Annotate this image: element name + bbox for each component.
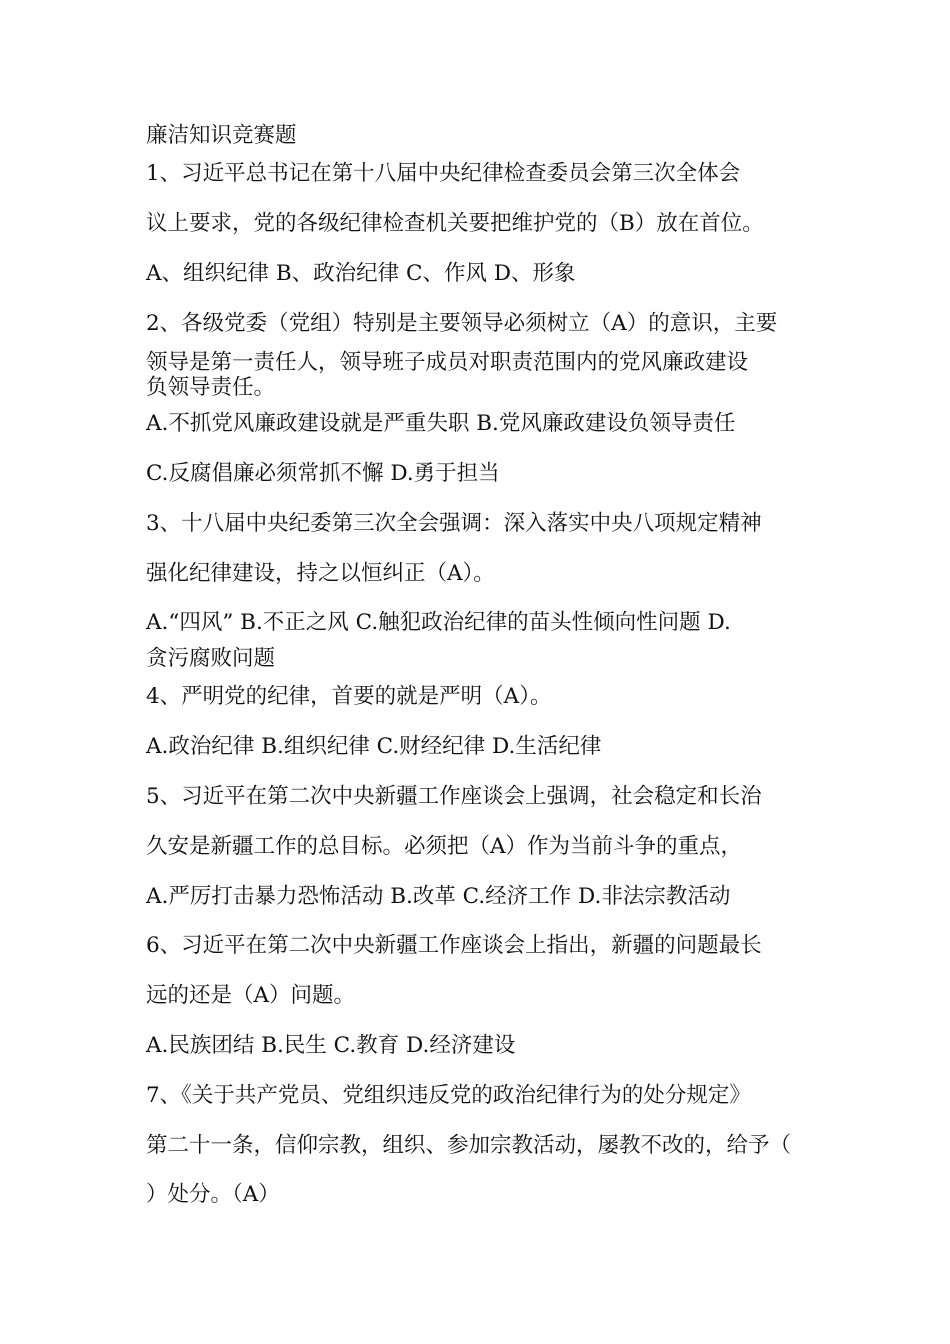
question-5-text: 久安是新疆工作的总目标。必须把（A）作为当前斗争的重点， [146, 834, 743, 859]
question-2-text: 2、各级党委（党组）特别是主要领导必须树立（A）的意识，主要 [146, 311, 778, 336]
question-2-text: 领导是第一责任人，领导班子成员对职责范围内的党风廉政建设 [146, 350, 749, 375]
question-2-text: 负领导责任。 [146, 375, 276, 400]
question-5-text: 5、习近平在第二次中央新疆工作座谈会上强调，社会稳定和长治 [146, 784, 762, 809]
question-5-options: A.严厉打击暴力恐怖活动 B.改革 C.经济工作 D.非法宗教活动 [146, 884, 731, 909]
question-3-text: 3、十八届中央纪委第三次全会强调：深入落实中央八项规定精神 [146, 511, 762, 536]
document-title: 廉洁知识竞赛题 [146, 123, 297, 148]
question-2-options: A.不抓党风廉政建设就是严重失职 B.党风廉政建设负领导责任 [146, 411, 736, 436]
question-3-options: 贪污腐败问题 [146, 646, 276, 671]
question-7-text: 第二十一条，信仰宗教，组织、参加宗教活动，屡教不改的，给予（ [146, 1133, 792, 1158]
question-6-options: A.民族团结 B.民生 C.教育 D.经济建设 [146, 1033, 516, 1058]
question-7-text: 7、《关于共产党员、党组织违反党的政治纪律行为的处分规定》 [146, 1083, 751, 1108]
question-3-options: A.“四风” B.不正之风 C.触犯政治纪律的苗头性倾向性问题 D. [146, 610, 731, 635]
question-3-text: 强化纪律建设，持之以恒纠正（A）。 [146, 561, 495, 586]
question-6-text: 远的还是（A）问题。 [146, 983, 356, 1008]
question-7-text: ）处分。（A） [146, 1182, 280, 1207]
question-1-options: A、组织纪律 B、政治纪律 C、作风 D、形象 [146, 261, 576, 286]
question-2-options: C.反腐倡廉必须常抓不懈 D.勇于担当 [146, 461, 500, 486]
question-4-text: 4、严明党的纪律，首要的就是严明（A）。 [146, 684, 552, 709]
question-1-text: 1、习近平总书记在第十八届中央纪律检查委员会第三次全体会 [146, 161, 741, 186]
question-1-text: 议上要求，党的各级纪律检查机关要把维护党的（B）放在首位。 [146, 211, 764, 236]
question-4-options: A.政治纪律 B.组织纪律 C.财经纪律 D.生活纪律 [146, 734, 602, 759]
question-6-text: 6、习近平在第二次中央新疆工作座谈会上指出，新疆的问题最长 [146, 933, 762, 958]
